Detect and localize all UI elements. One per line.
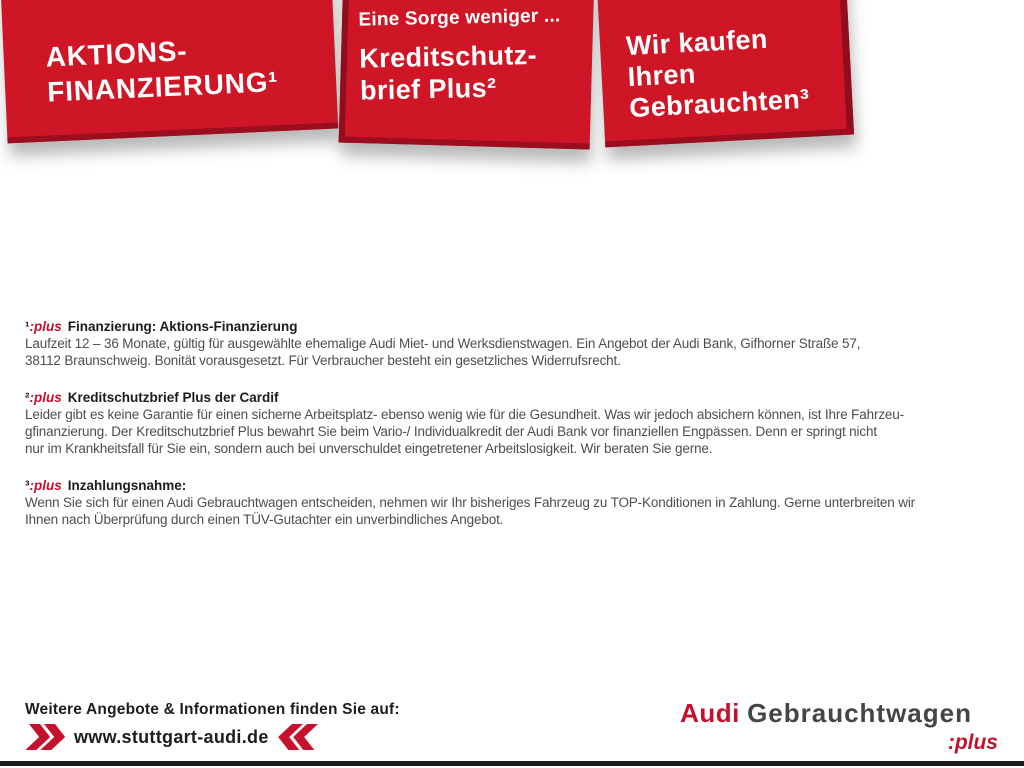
footnote-text-line: gfinanzierung. Der Kreditschutzbrief Plus bewahrt Sie beim Vario-/ Individualkredit der Audi Bank vor finanziellen Engpässen. Denn er springt nicht: [25, 424, 877, 439]
gebrauchtwagen-wordmark: Gebrauchtwagen: [747, 698, 972, 728]
plus-wordmark-line: [676, 732, 998, 754]
chevrons-right-icon: [25, 724, 65, 750]
card-kicker-line: Eine Sorge weniger ...: [358, 5, 561, 31]
footnote-text-line: Wenn Sie sich für einen Audi Gebrauchtwagen entscheiden, nehmen wir Ihr bisheriges Fahrzeug zu TOP-Konditionen in Zahlung. Gerne unterbreiten wir: [25, 495, 916, 510]
chevrons-left-icon: [278, 724, 318, 750]
footnote-marker: ²: [25, 390, 30, 405]
banner-card-ankauf: [597, 0, 854, 147]
footnote-text-line: Leider gibt es keine Garantie für einen sicherne Arbeitsplatz- ebenso wenig wie für die Gesundheit. Was wir jedoch absichern können, ist Ihre Fahrzeu-: [25, 407, 904, 422]
card-title-line: FINANZIERUNG¹: [46, 66, 280, 108]
plus-brand-label: :plus: [29, 478, 62, 493]
footnote-heading: [25, 389, 1015, 406]
footnote-marker: ³: [25, 478, 30, 493]
card-title-line: AKTIONS-: [45, 35, 189, 73]
brand-wordmark-line: [676, 699, 998, 727]
banner-card-kreditschutzbrief: [339, 0, 595, 149]
footnote-text-line: nur im Krankheitsfall für Sie ein, sondern auch bei unverschuldet eingetretener Arbeitslosigkeit. Wir beraten Sie gerne.: [25, 441, 713, 456]
card-title-line: Ihren: [626, 58, 697, 93]
footer-info-text: Weitere Angebote & Informationen finden Sie auf:: [25, 701, 400, 718]
footnote-finanzierung: [25, 318, 1015, 369]
footnote-text-line: Ihnen nach Überprüfung durch einen TÜV-Gutachter ein unverbindliches Angebot.: [25, 512, 504, 527]
footnote-heading: [25, 318, 1015, 335]
audi-gebrauchtwagen-logo: [676, 699, 998, 754]
card-title-line: brief Plus²: [359, 72, 497, 106]
footnote-title: Finanzierung: Aktions-Finanzierung: [67, 319, 298, 334]
card-title-line: Kreditschutz-: [359, 39, 538, 74]
card-text: [1, 0, 337, 111]
footnotes-section: [25, 318, 1015, 528]
footnote-heading: [25, 477, 1015, 494]
card-title-line: Gebrauchten³: [628, 83, 811, 124]
card-text: [597, 0, 853, 125]
card-title-line: Wir kaufen: [625, 23, 769, 62]
plus-wordmark: :plus: [947, 731, 998, 754]
plus-brand-label: :plus: [29, 390, 62, 405]
bottom-accent-bar: [0, 761, 1024, 766]
banner-card-aktionsfinanzierung: [1, 0, 339, 143]
website-link[interactable]: www.stuttgart-audi.de: [74, 726, 269, 747]
footnote-text-line: Laufzeit 12 – 36 Monate, gültig für ausgewählte ehemalige Audi Miet- und Werksdienstwagen. Ein Angebot der Audi Bank, Gifhorner Straße 57,: [25, 336, 861, 351]
footnote-text-line: 38112 Braunschweig. Bonität vorausgesetzt. Für Verbraucher besteht ein gesetzliches Widerrufsrecht.: [25, 353, 621, 368]
footnote-kreditschutzbrief: [25, 389, 1015, 457]
footnote-title: Kreditschutzbrief Plus der Cardif: [67, 390, 279, 405]
footnote-title: Inzahlungsnahme:: [67, 478, 187, 493]
card-text: [341, 0, 595, 107]
footnote-marker: ¹: [25, 319, 30, 334]
footnote-inzahlungsnahme: [25, 477, 1015, 528]
footer-website-row: [25, 723, 318, 751]
audi-wordmark: Audi: [680, 698, 740, 728]
plus-brand-label: :plus: [29, 319, 62, 334]
